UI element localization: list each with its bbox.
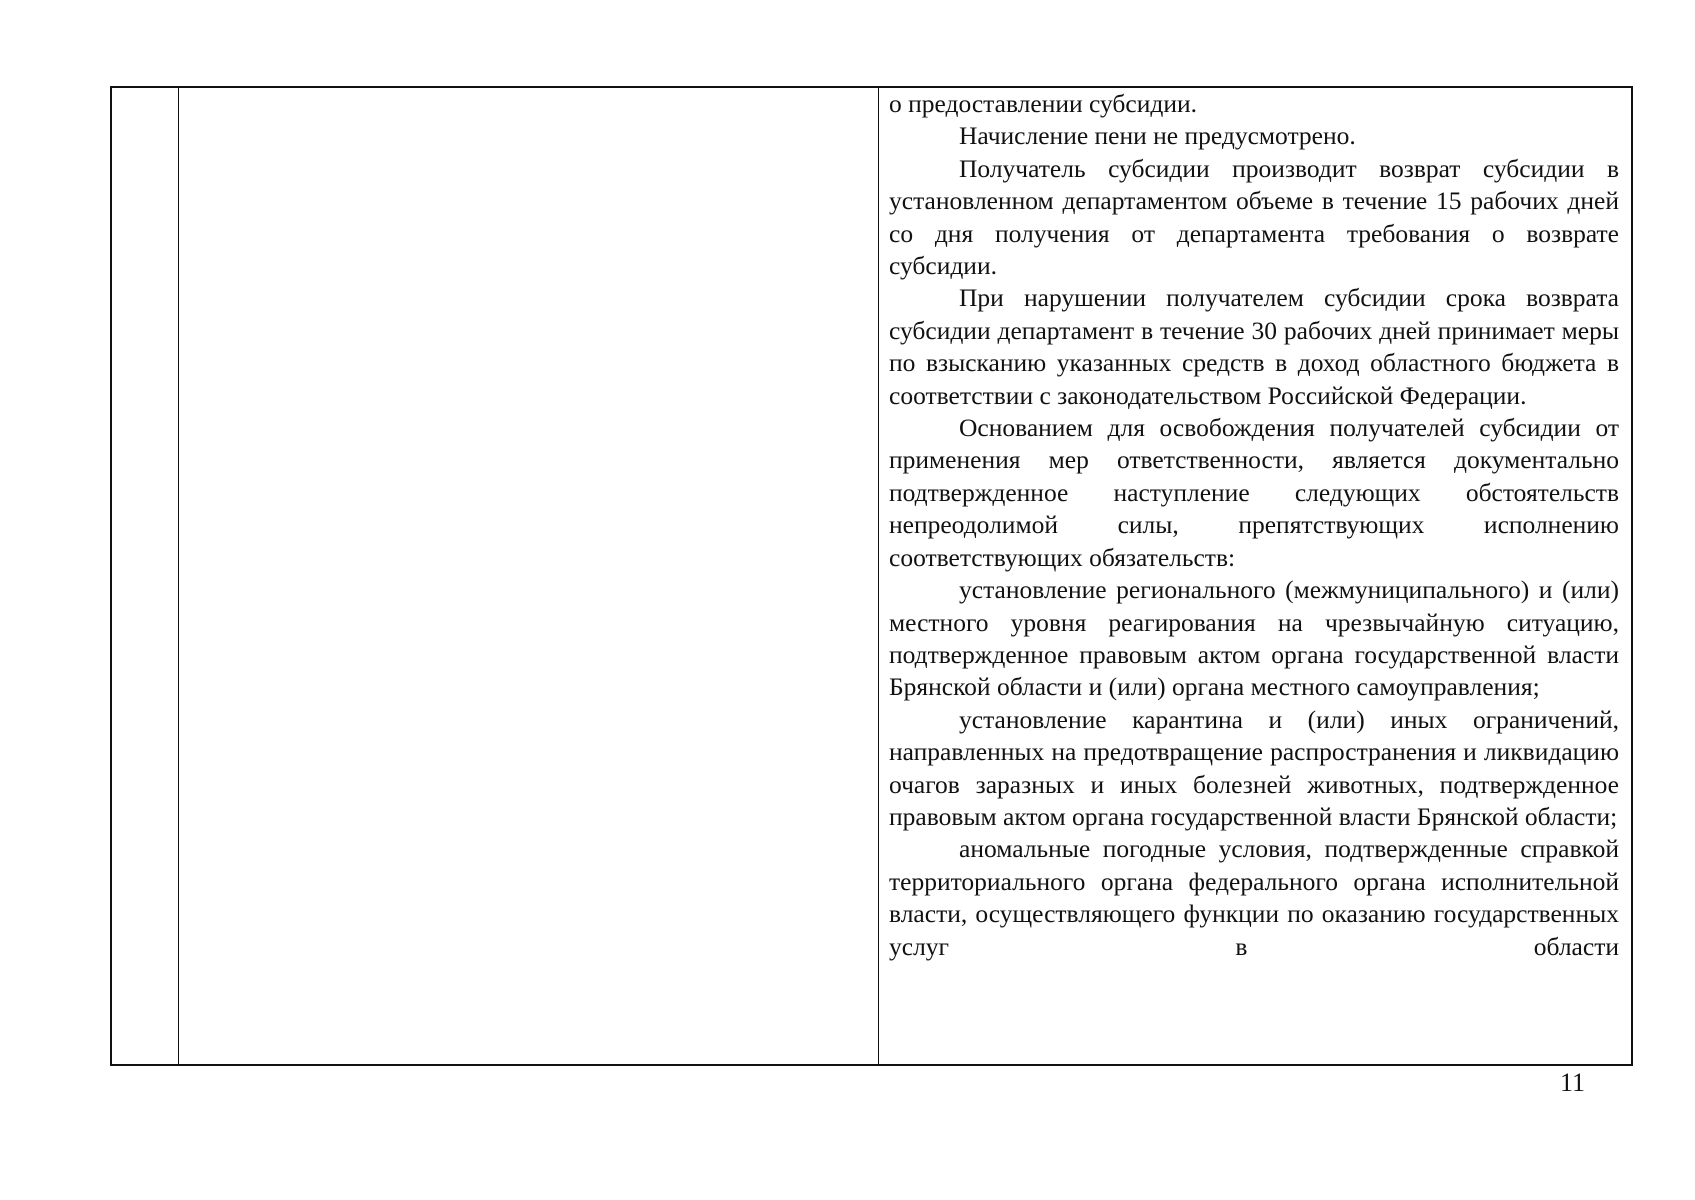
paragraph-continuation: о предоставлении субсидии. [889,89,1197,118]
table-text-cell [889,88,1619,1064]
column-divider-2 [878,86,879,1066]
paragraph-exemption: Основанием для освобождения получателей субсидии от применения мер ответственности, является документально подтвержденное наступление следующих обстоятельств непреодолимой силы, препятствующих исполнению соответствующих обязательств: [889,413,1619,572]
paragraph-weather: аномальные погодные условия, подтвержденные справкой территориального органа федерального органа исполнительной власти, осуществляющего функции по оказанию государственных услуг в области [889,834,1619,961]
paragraph-emergency: установление регионального (межмуниципального) и (или) местного уровня реагирования на чрезвычайную ситуацию, подтвержденное правовым актом органа государственной власти Брянской области и (или) органа местного самоуправления; [889,575,1619,702]
page-number: 11 [1560,1068,1586,1097]
paragraph-violation: При нарушении получателем субсидии срока возврата субсидии департамент в течение 30 рабочих дней принимает меры по взысканию указанных средств в доход областного бюджета в соответствии с законодательством Российской Федерации. [889,283,1619,410]
document-table [110,86,1633,1066]
paragraph-return: Получатель субсидии производит возврат субсидии в установленном департаментом объеме в течение 15 рабочих дней со дня получения от департамента требования о возврате субсидии. [889,153,1619,281]
column-divider-1 [178,86,179,1066]
paragraph-quarantine: установление карантина и (или) иных ограничений, направленных на предотвращение распространения и ликвидацию очагов заразных и иных болезней животных, подтвержденное правовым актом органа государственной власти Брянской области; [889,704,1619,831]
paragraph-penalty: Начисление пени не предусмотрено. [959,121,1356,151]
